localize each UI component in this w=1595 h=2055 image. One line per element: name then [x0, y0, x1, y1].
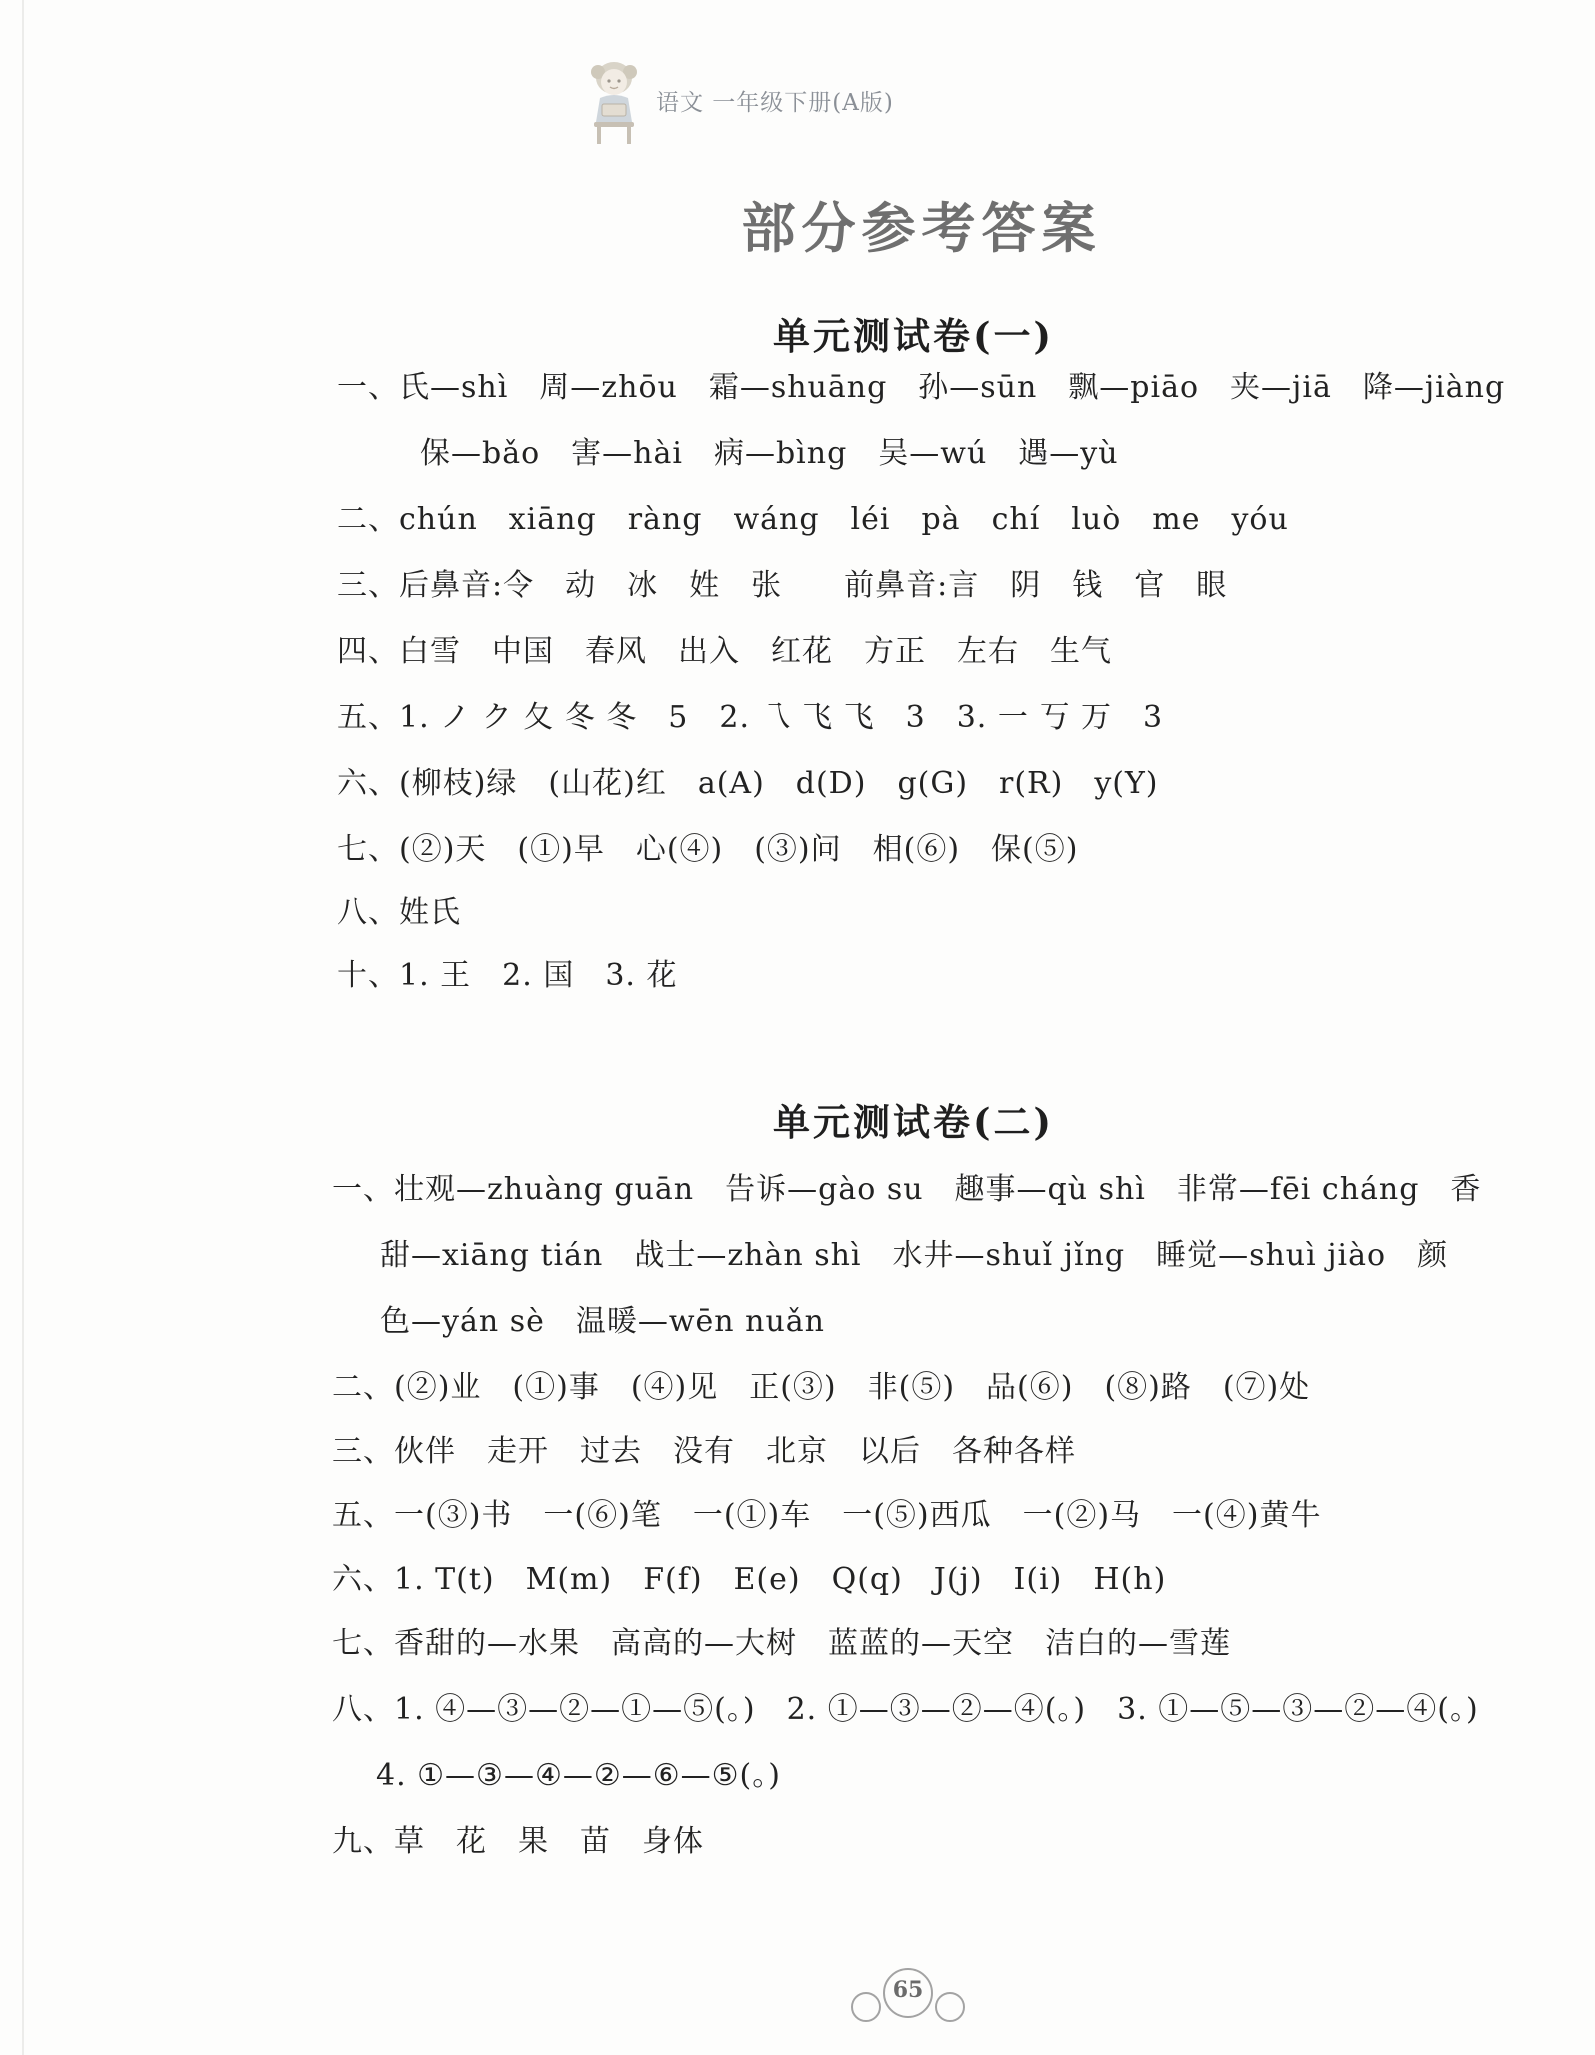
section-title-unit-2: 单元测试卷(二): [772, 1100, 1054, 1144]
page-number: 65: [892, 1977, 924, 2003]
answer-line: 保—bǎo 害—hài 病—bìng 吴—wú 遇—yù: [420, 436, 1119, 471]
answer-line: 九、草 花 果 苗 身体: [332, 1824, 704, 1859]
book-label: 语文 一年级下册(A版): [656, 89, 894, 116]
answer-line: 七、香甜的—水果 高高的—大树 蓝蓝的—天空 洁白的—雪莲: [332, 1626, 1231, 1661]
page-title: 部分参考答案: [741, 197, 1102, 260]
answer-line: 三、后鼻音:令 动 冰 姓 张 前鼻音:言 阴 钱 官 眼: [337, 568, 1228, 603]
answer-line: 五、1. ノ ク 夂 冬 冬 5 2. 乁 飞 飞 3 3. 一 丂 万 3: [337, 700, 1164, 735]
answer-line: 八、姓氏: [337, 895, 461, 930]
answer-line: 六、(柳枝)绿 (山花)红 a(A) d(D) g(G) r(R) y(Y): [337, 766, 1159, 801]
answer-line: 一、氏—shì 周—zhōu 霜—shuāng 孙—sūn 飘—piāo 夹—jiā 降—jiàng: [337, 370, 1506, 405]
answer-line: 色—yán sè 温暖—wēn nuǎn: [380, 1304, 825, 1339]
section-title-unit-1: 单元测试卷(一): [772, 314, 1054, 358]
girl-mascot-icon: [578, 52, 650, 148]
page-number-badge: [848, 1965, 968, 2035]
answer-line: 4. ①—③—④—②—⑥—⑤(。): [376, 1758, 781, 1793]
answer-line: 一、壮观—zhuàng guān 告诉—gào su 趣事—qù shì 非常—fēi cháng 香: [332, 1172, 1482, 1207]
answer-line: 二、chún xiāng ràng wáng léi pà chí luò me yóu: [337, 502, 1289, 537]
answer-line: 六、1. T(t) M(m) F(f) E(e) Q(q) J(j) I(i) H(h): [332, 1562, 1167, 1597]
answer-line: 四、白雪 中国 春风 出入 红花 方正 左右 生气: [337, 634, 1112, 669]
answer-line: 八、1. ④—③—②—①—⑤(。) 2. ①—③—②—④(。) 3. ①—⑤—③—②—④(。): [332, 1692, 1479, 1727]
answer-line: 三、伙伴 走开 过去 没有 北京 以后 各种各样: [332, 1434, 1076, 1469]
answer-line: 五、一(③)书 一(⑥)笔 一(①)车 一(⑤)西瓜 一(②)马 一(④)黄牛: [332, 1498, 1322, 1533]
answer-line: 七、(②)天 (①)早 心(④) (③)问 相(⑥) 保(⑤): [337, 832, 1079, 867]
answer-line: 甜—xiāng tián 战士—zhàn shì 水井—shuǐ jǐng 睡觉—shuì jiào 颜: [380, 1238, 1449, 1273]
page-edge-divider: [22, 0, 24, 2055]
answer-line: 十、1. 王 2. 国 3. 花: [337, 958, 678, 993]
answer-line: 二、(②)业 (①)事 (④)见 正(③) 非(⑤) 品(⑥) (⑧)路 (⑦)处: [332, 1370, 1311, 1405]
page-header: [578, 50, 894, 150]
